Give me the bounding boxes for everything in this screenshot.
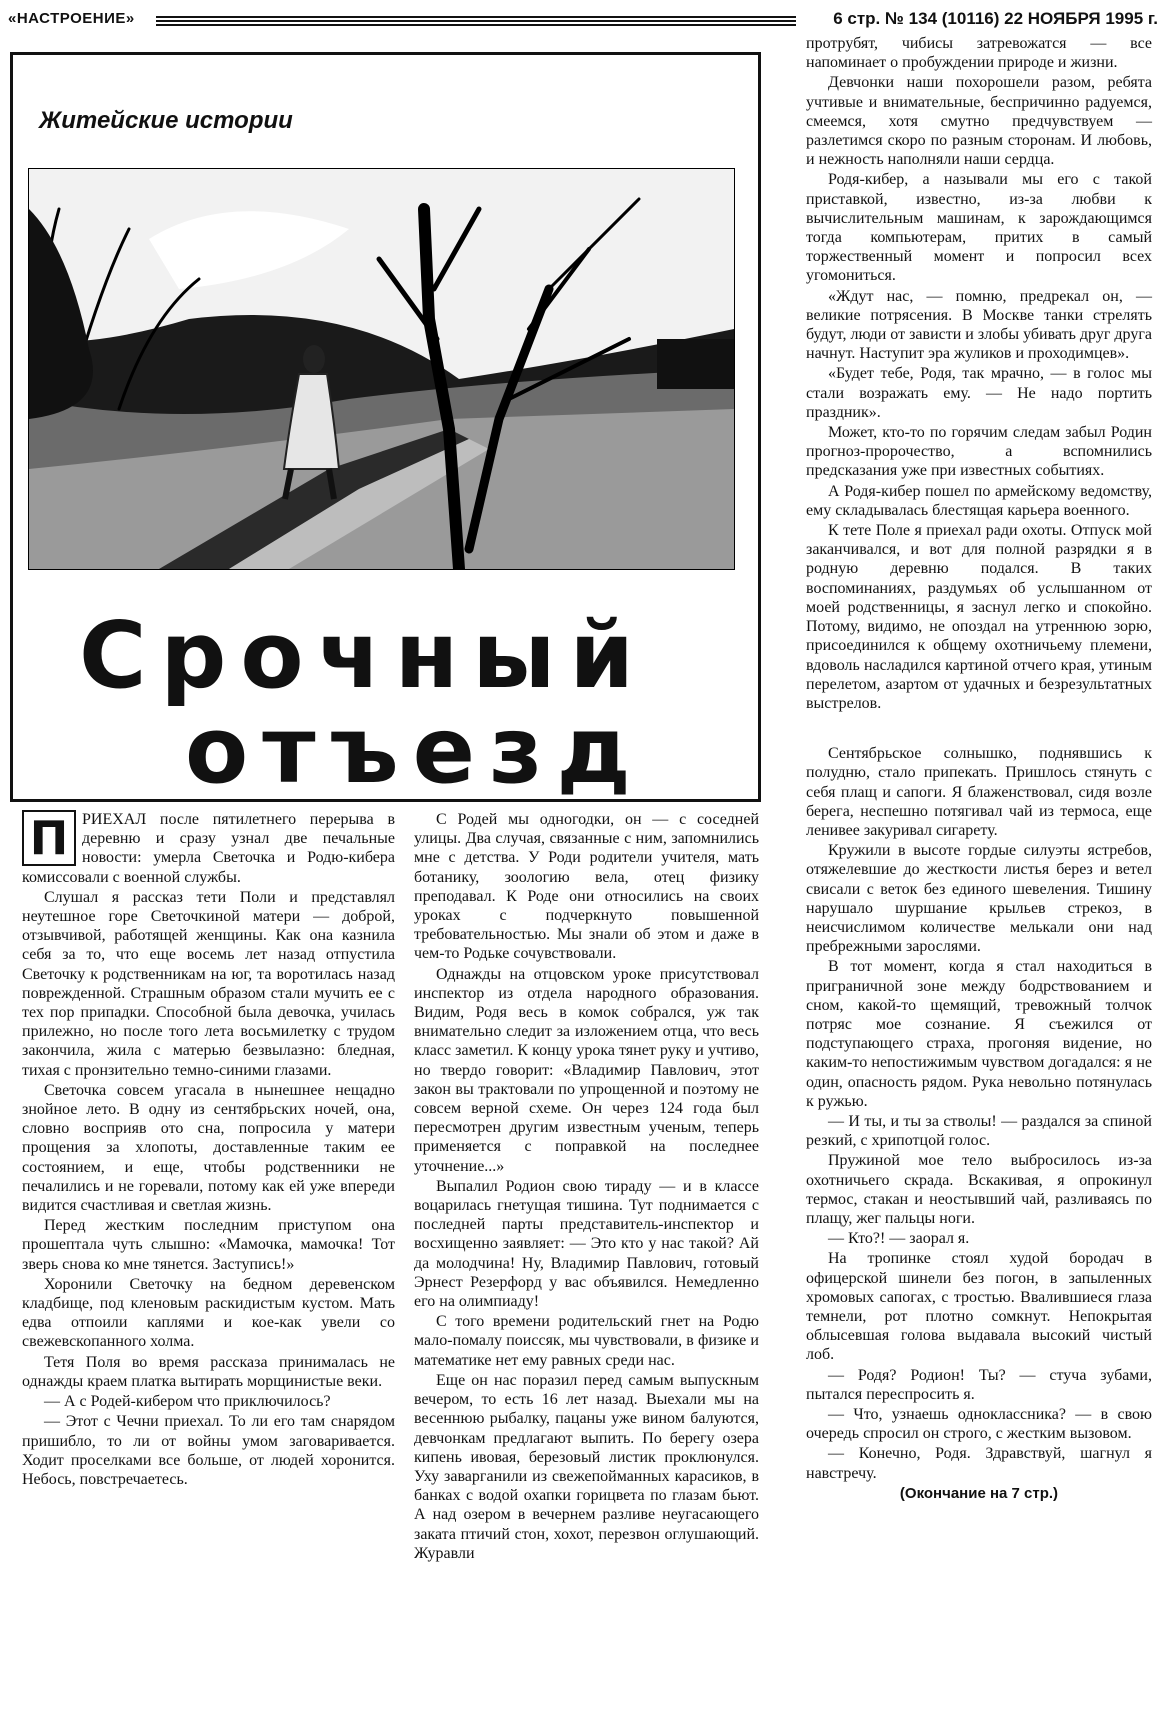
paragraph: РИЕХАЛ после пятилетнего перерыва в деревню и сразу узнал две печальные новости: умерла Светочка и Родю-кибера комиссовали с военной службы. [22, 811, 395, 886]
paragraph: Кружили в высоте гордые силуэты ястребов, отяжелевшие до жесткости листья берез и ветел свисали с веток без единого шевеления. Тишину нарушало шуршание крыльев стрекоз, в неисчислимом количестве мелькали они над пребрежными зарослями. [806, 842, 1152, 956]
paragraph: — Этот с Чечни приехал. То ли его там снарядом пришибло, то ли от войны умом заговаривается. Ходит проселками все больше, от людей хоронится. Небось, повстречаетесь. [22, 1413, 395, 1488]
headline-line-2: отъезд [185, 697, 645, 804]
paragraph: В тот момент, когда я стал находиться в приграничной зоне между бодрствованием и сном, какой-то щемящий, тревожный толчок потряс мое сознание. Я съежился от подступающего страха, прогоняя видение, но каким-то непостижимым чувством догадался: я не один, опасность рядом. Рука невольно потянулась к ружью. [806, 958, 1152, 1110]
paragraph: — Конечно, Родя. Здравствуй, шагнул я навстречу. [806, 1445, 1152, 1482]
paragraph: — Родя? Родион! Ты? — стуча зубами, пытался переспросить я. [806, 1366, 1152, 1403]
section-break [806, 714, 1152, 744]
paragraph: Сентябрьское солнышко, поднявшись к полудню, стало припекать. Пришлось стянуть с себя плащ и сапоги. Я блаженствовал, сидя возле берега, неспешно потягивал чай из термоса, еще ленивее закуривал сигарету. [806, 745, 1152, 839]
paragraph: Еще он нас поразил перед самым выпускным вечером, то есть 16 лет назад. Выехали мы на весеннюю рыбалку, пацаны уже вином балуются, девчонкам предлагают выпить. По берегу озера кипень ивовая, березовый листик проклюнулся. Уху заварганили из свежепойманных карасиков, в банках с водой охапки горицвета по глазам бьют. А над озером в вечернем разливе неугасающего заката птичий стон, хохот, перезвон оглушающий. Журавли [414, 1371, 759, 1562]
article-photo [28, 168, 735, 570]
paragraph: Пружиной мое тело выбросилось из-за охотничьего скрада. Вскакивая, я опрокинул термос, стакан и неостывший чай, разливаясь по плащу, жег пальцы ноги. [806, 1152, 1152, 1227]
paragraph: Слушал я рассказ тети Поли и представлял неутешное горе Светочкиной матери — доброй, отзывчивой, работящей женщины. Как она казнила себя за то, что еще восемь лет назад отпустила Светочку к родственникам на юг, та воротилась назад поврежденной. Страшным образом стали мучить ее с тех пор припадки. Способной была девочка, училась прилежно, но после того лета восьмилетку с трудом закончила, жила с матерью безвылазно: бледная, тихая с пронзительно темно-синими глазами. [22, 888, 395, 1079]
headline-line-1: Срочный [79, 602, 648, 709]
paragraph: — И ты, и ты за стволы! — раздался за спиной резкий, с хрипотцой голос. [806, 1112, 1152, 1150]
paragraph: «Ждут нас, — помню, предрекал он, — великие потрясения. В Москве танки стрелять будут, люди от зависти и злобы убивать друг друга начнут. Наступит эра жуликов и проходимцев». [806, 287, 1152, 363]
paragraph: На тропинке стоял худой бородач в офицерской шинели без погон, в запыленных хромовых сапогах, с тростью. Ввалившиеся глаза темнели, рот плотно сомкнут. Непокрытая облысевшая голова выдавала высокий чистый лоб. [806, 1250, 1152, 1364]
paragraph: С того времени родительский гнет на Родю мало-помалу поиссяк, мы чувствовали, в физике и математике нет ему равных среди нас. [414, 1313, 759, 1369]
paragraph: Перед жестким последним приступом она прошептала чуть слышно: «Мамочка, мамочка! Тот зверь снова ко мне тянется. Заступись!» [22, 1217, 395, 1273]
paragraph: Девчонки наши похорошели разом, ребята учтивые и внимательные, беспричинно радуемся, смеемся, хотя смутно предчувствуем — разлетимся скоро по разным сторонам. И любовь, и нежность наполняли наши сердца. [806, 74, 1152, 169]
section-rubric: «НАСТРОЕНИЕ» [8, 10, 135, 27]
paragraph: Однажды на отцовском уроке присутствовал инспектор из отдела народного образования. Видим, Родя весь в комок собрался, уж так внимательно следит за изложением отца, что весь класс заметил. К концу урока тянет руку и учтиво, но твердо говорит: «Владимир Павлович, этот закон вы трактовали по упрощенной и поэтому не совсем верной схеме. Он через 124 года был пересмотрен другим известным ученым, теперь применяется с поправкой на последнее уточнение...» [414, 965, 759, 1175]
landscape-photo-illustration [29, 169, 734, 569]
article-column-2 [414, 810, 759, 1564]
paragraph: Выпалил Родион свою тираду — и в классе воцарилась гнетущая тишина. Тут поднимается с последней парты представитель-инспектор и восхищенно заявляет: — Это кто у нас такой? Ай да молодчина! Ну, Владимир Павлович, готовый Эрнест Резерфорд у вас объявился. Немедленно его на олимпиаду! [414, 1177, 759, 1311]
paragraph: «Будет тебе, Родя, так мрачно, — в голос мы стали возражать ему. — Не надо портить праздник». [806, 365, 1152, 421]
article-column-3 [806, 34, 1152, 1504]
issue-info: 6 стр. № 134 (10116) 22 НОЯБРЯ 1995 г. [833, 9, 1158, 28]
paragraph: — А с Родей-кибером что приключилось? [44, 1393, 331, 1411]
paragraph: — Что, узнаешь одноклассника? — в свою очередь спросил он строго, с жестким вызовом. [806, 1406, 1152, 1443]
paragraph: А Родя-кибер пошел по армейскому ведомству, ему складывалась блестящая карьера военного. [806, 482, 1152, 519]
paragraph: Светочка совсем угасала в нынешнее нещадно знойное лето. В одну из сентябрьских ночей, она, словно восприяв ото сна, попросила у матери прощения за хлопоты, доставленные таким ее состоянием, и еще, чтобы родственники не печалились и не горевали, потому как ей уже впереди видится счастливая и светлая жизнь. [22, 1081, 395, 1215]
header-rule [156, 16, 796, 26]
kicker: Житейские истории [39, 107, 293, 134]
paragraph: С Родей мы одногодки, он — с соседней улицы. Два случая, связанные с ним, запомнились мне с детства. У Роди родители учителя, мать ботанику, зоологию вела, отец физику преподавал. К Роде они относились на своих уроках с подчеркнуто повышенной требовательностью. Мы знали об этом и даже в чем-то Родьке сочувствовали. [414, 811, 759, 963]
feature-box [10, 52, 761, 802]
article-column-1 [22, 810, 395, 1490]
page-header [8, 8, 1158, 32]
continuation-note: (Окончание на 7 стр.) [899, 1484, 1059, 1502]
paragraph: К тете Поле я приехал ради охоты. Отпуск мой заканчивался, и вот для полной разрядки я в родную деревню подался. В таких воспоминаниях, раздумьях об услышанном от моей родственницы, я заснул легко и спокойно. Потому, видимо, не опоздал на утреннюю зорю, присоединился к общему охотничьему племени, вдоволь насладился картиной отчего края, утиным перелетом, азартом от удачных и безрезультатных выстрелов. [806, 522, 1152, 712]
paragraph: Хоронили Светочку на бедном деревенском кладбище, под кленовым раскидистым кустом. Мать едва отпоили каплями и кое-как увели со свежевскопанного холма. [22, 1275, 395, 1351]
paragraph: — Кто?! — заорал я. [828, 1230, 970, 1248]
paragraph: Родя-кибер, а называли мы его с такой приставкой, известно, из-за любви к вычислительным машинам, к зарождающимся тогда компьютерам, притих в самый торжественный момент и попросил всех угомониться. [806, 171, 1152, 285]
paragraph: Может, кто-то по горячим следам забыл Родин прогноз-пророчество, а вспомнились предсказания уже при известных событиях. [806, 424, 1152, 480]
dropcap: П [22, 810, 76, 866]
paragraph: Тетя Поля во время рассказа принималась не однажды краем платка вытирать морщинистые веки. [22, 1353, 395, 1390]
paragraph: протрубят, чибисы затревожатся — все напоминает о пробуждении природе и жизни. [806, 35, 1152, 72]
